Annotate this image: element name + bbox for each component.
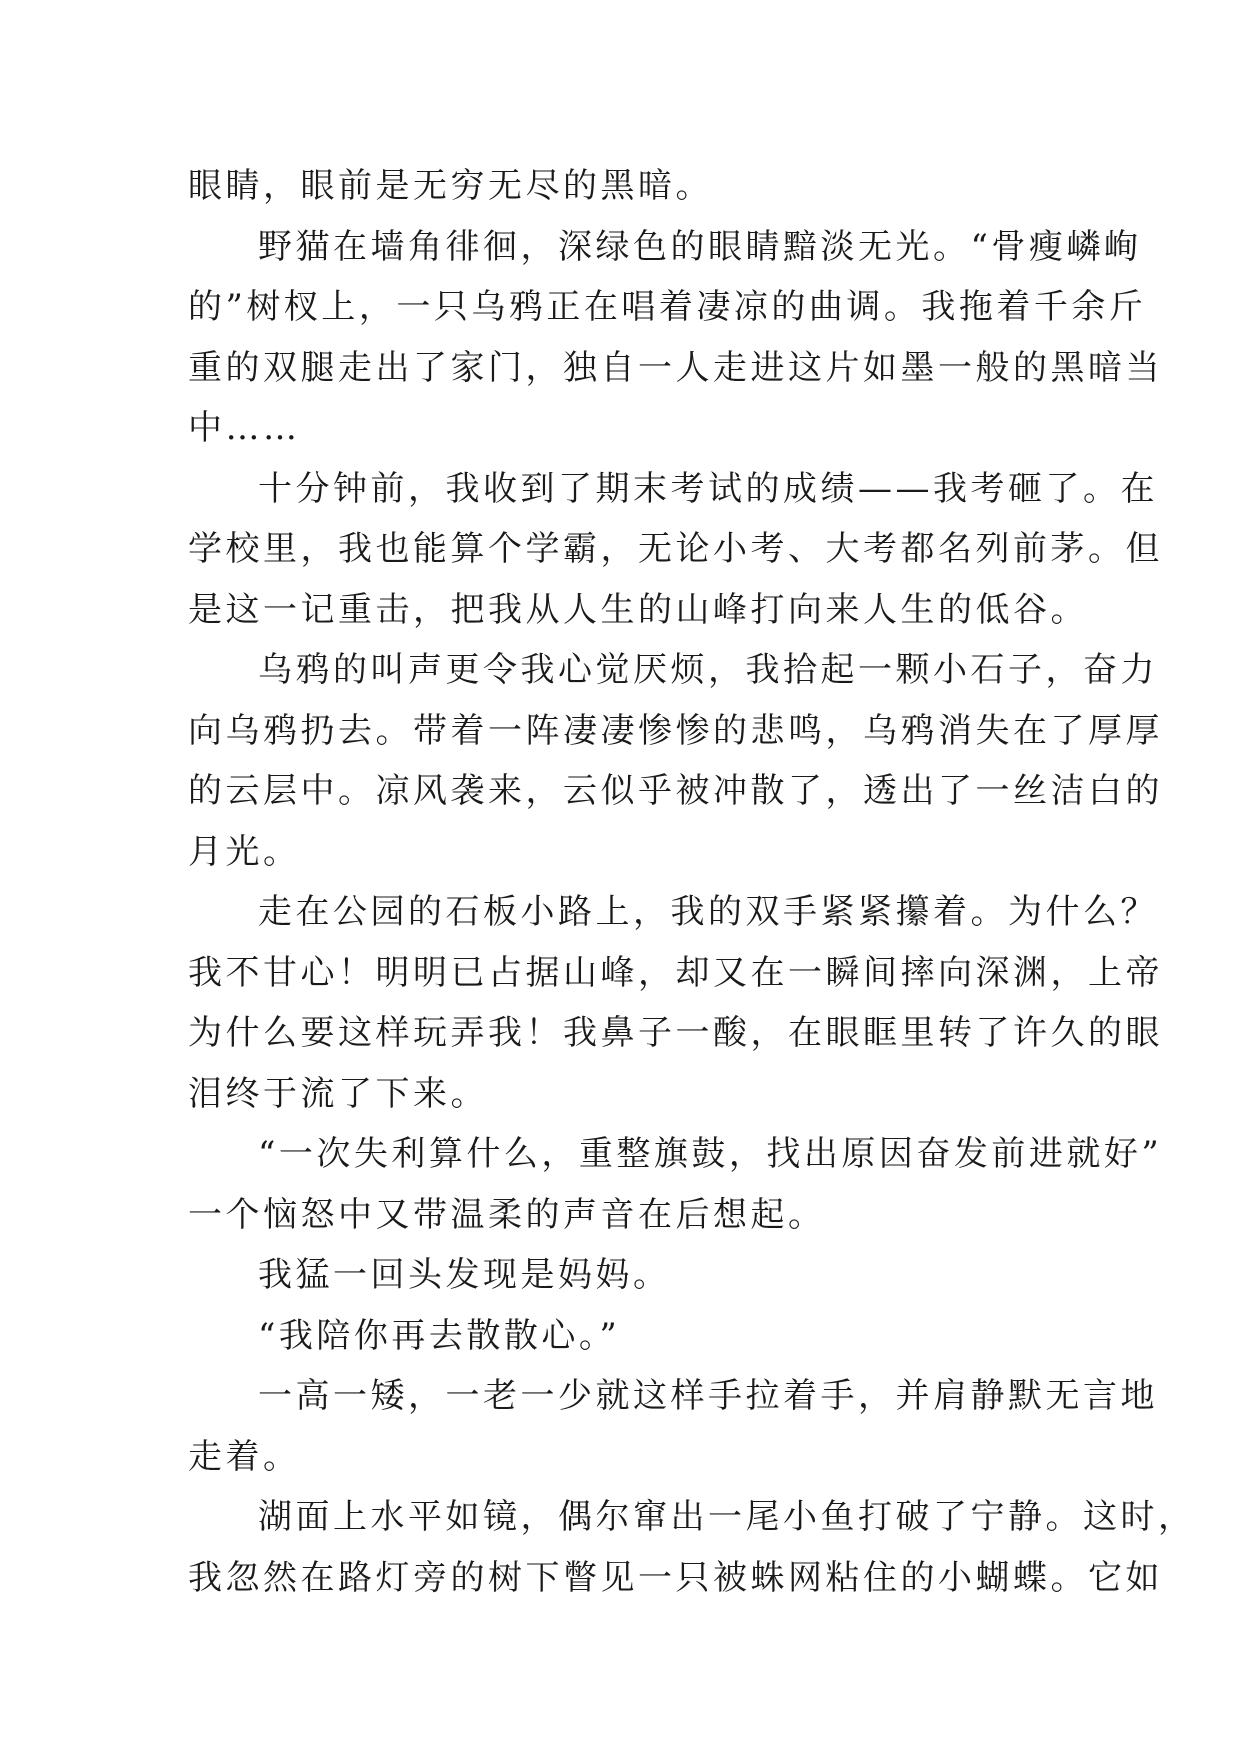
text-line: 泪终于流了下来。 [188,1073,488,1114]
text-line: 是这一记重击，把我从人生的山峰打向来人生的低谷。 [188,589,1088,630]
text-line: 月光。 [188,831,301,872]
text-line: 为什么要这样玩弄我！我鼻子一酸，在眼眶里转了许久的眼 [188,1013,1163,1053]
text-line: 走着。 [188,1436,301,1477]
text-line: 我忽然在路灯旁的树下瞥见一只被蛛网粘住的小蝴蝶。它如 [188,1557,1163,1598]
text-line: 眼睛，眼前是无穷无尽的黑暗。 [188,166,713,206]
text-line: 一高一矮，一老一少就这样手拉着手，并肩静默无言地 [258,1376,1158,1416]
text-line: 走在公园的石板小路上，我的双手紧紧攥着。为什么？ [258,892,1158,932]
text-line: 我猛一回头发现是妈妈。 [258,1255,671,1295]
text-line: 向乌鸦扔去。带着一阵凄凄惨惨的悲鸣，乌鸦消失在了厚厚 [188,710,1163,751]
text-line: 乌鸦的叫声更令我心觉厌烦，我拾起一颗小石子，奋力 [258,650,1158,690]
text-line: 的”树杈上，一只乌鸦正在唱着凄凉的曲调。我拖着千余斤 [188,287,1147,327]
text-line: 野猫在墙角徘徊，深绿色的眼睛黯淡无光。“骨瘦嶙峋 [258,226,1142,267]
text-line: “一次失利算什么，重整旗鼓，找出原因奋发前进就好” [258,1134,1163,1174]
text-line: 的云层中。凉风袭来，云似乎被冲散了，透出了一丝洁白的 [188,771,1163,811]
text-line: 十分钟前，我收到了期末考试的成绩——我考砸了。在 [258,468,1158,509]
text-line: 湖面上水平如镜，偶尔窜出一尾小鱼打破了宁静。这时， [258,1497,1196,1537]
document-body [188,156,1196,1608]
text-line: 重的双腿走出了家门，独自一人走进这片如墨一般的黑暗当 [188,347,1163,388]
text-line: 我不甘心！明明已占据山峰，却又在一瞬间摔向深渊，上帝 [188,952,1163,993]
text-line: 一个恼怒中又带温柔的声音在后想起。 [188,1194,826,1235]
text-line: 中…… [188,408,301,448]
text-line: 学校里，我也能算个学霸，无论小考、大考都名列前茅。但 [188,529,1163,569]
text-line: “我陪你再去散散心。” [258,1315,621,1356]
